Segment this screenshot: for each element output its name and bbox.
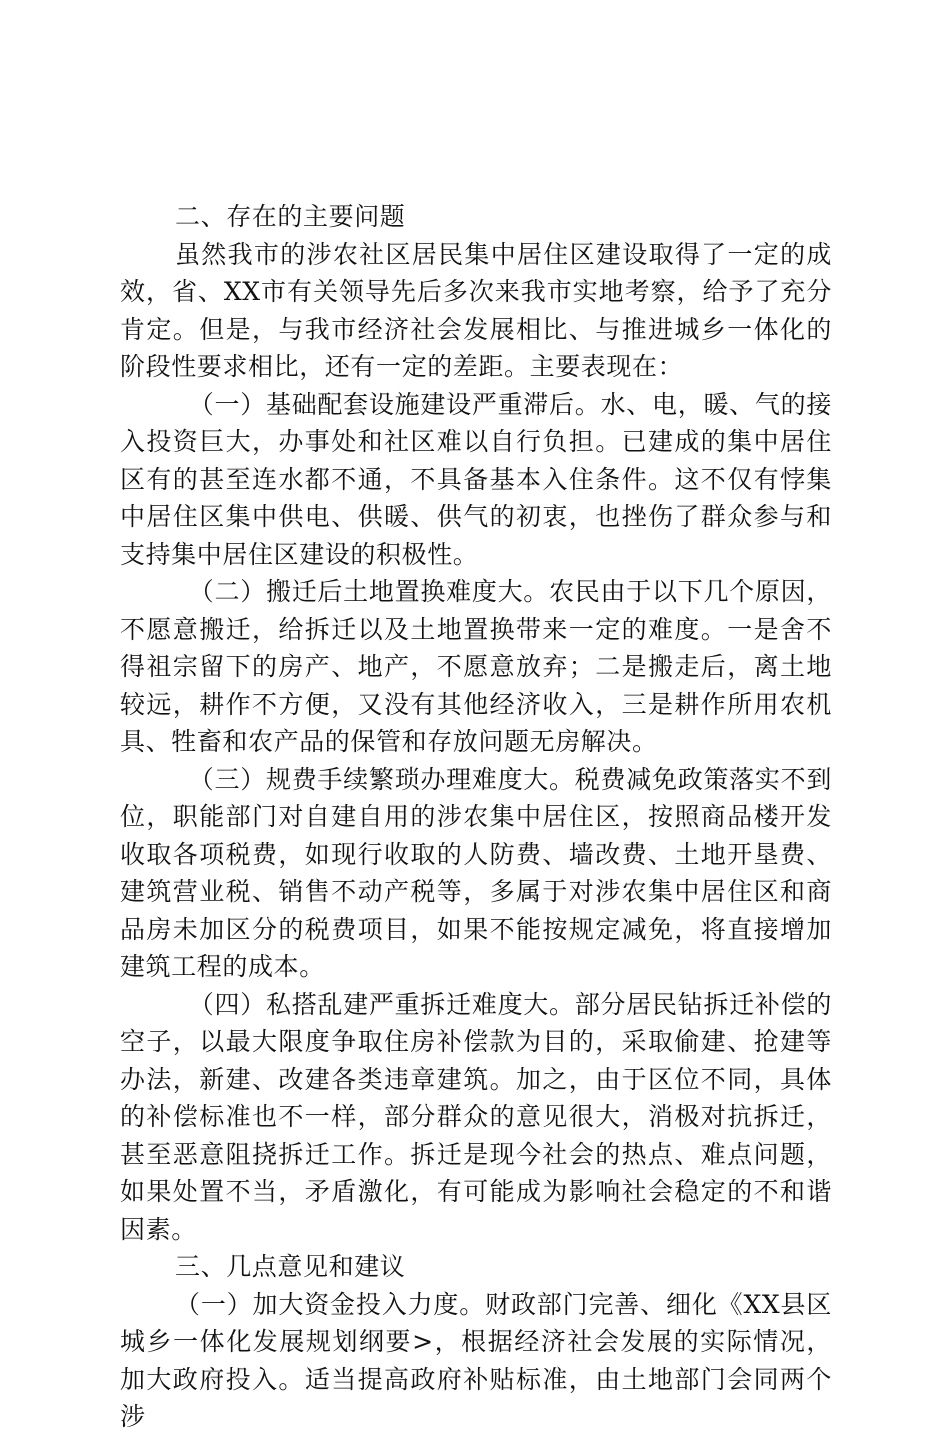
paragraph-suggestion-1: （一）加大资金投入力度。财政部门完善、细化《XX县区城乡一体化发展规划纲要>，根据经济社会发展的实际情况，加大政府投入。适当提高政府补贴标准，由土地部门会同两个涉 [120,1289,832,1431]
document-body [120,198,832,1436]
section-heading-suggestions: 三、几点意见和建议 [175,1252,406,1281]
paragraph-item-1: （一）基础配套设施建设严重滞后。水、电，暖、气的接入投资巨大，办事处和社区难以自行负担。已建成的集中居住区有的甚至连水都不通，不具备基本入住条件。这不仅有悖集中居住区集中供电、供暖、供气的初衷，也挫伤了群众参与和支持集中居住区建设的积极性。 [120,389,832,569]
paragraph-item-2: （二）搬迁后土地置换难度大。农民由于以下几个原因，不愿意搬迁，给拆迁以及土地置换带来一定的难度。一是舍不得祖宗留下的房产、地产，不愿意放弃；二是搬走后，离土地较远，耕作不方便，又没有其他经济收入，三是耕作所用农机具、牲畜和农产品的保管和存放问题无房解决。 [120,577,832,756]
paragraph-intro: 虽然我市的涉农社区居民集中居住区建设取得了一定的成效，省、XX市有关领导先后多次来我市实地考察，给予了充分肯定。但是，与我市经济社会发展相比、与推进城乡一体化的阶段性要求相比，还有一定的差距。主要表现在： [120,239,832,381]
paragraph-item-4: （四）私搭乱建严重拆迁难度大。部分居民钻拆迁补偿的空子，以最大限度争取住房补偿款为目的，采取偷建、抢建等办法，新建、改建各类违章建筑。加之，由于区位不同，具体的补偿标准也不一样，部分群众的意见很大，消极对抗拆迁，甚至恶意阻挠拆迁工作。拆迁是现今社会的热点、难点问题，如果处置不当，矛盾激化，有可能成为影响社会稳定的不和谐因素。 [120,989,832,1244]
section-heading-problems: 二、存在的主要问题 [175,202,406,231]
paragraph-item-3: （三）规费手续繁琐办理难度大。税费减免政策落实不到位，职能部门对自建自用的涉农集中居住区，按照商品楼开发收取各项税费，如现行收取的人防费、墙改费、土地开垦费、建筑营业税、销售不动产税等，多属于对涉农集中居住区和商品房未加区分的税费项目，如果不能按规定减免，将直接增加建筑工程的成本。 [120,764,832,981]
